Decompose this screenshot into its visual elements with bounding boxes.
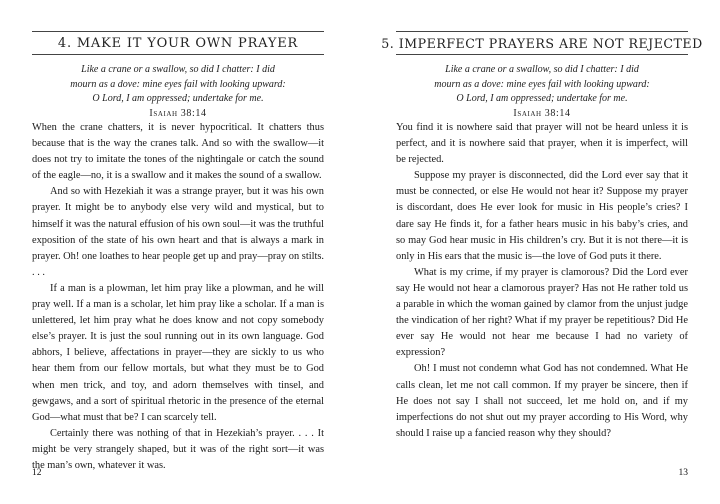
chapter-heading <box>32 31 324 55</box>
epigraph-line: O Lord, I am oppressed; undertake for me. <box>92 93 264 105</box>
paragraph: If a man is a plowman, let him pray like a plowman, and he will pray well. If a man is a scholar, let him pray like a scholar. If a man is unlettered, let him pray what he does know and not copy somebody else’s prayer. It is just the soul running out in its own language. God abhors, I believe, affectations in prayer—they are sickly to us who hear them from our fellow mortals, but what they must be to God when men trick, and toy, and adorn themselves with tinsel, and gewgaws, and a sort of spiritual rhetoric in the presence of the eternal God—what must that be? I can scarcely tell. <box>32 282 324 423</box>
paragraph: When the crane chatters, it is never hypocritical. It chatters thus because that is the way the cranes talk. And so with the swallow—it does not try to imitate the tones of the nightingale or catch the sound of the eagle—no, it is a swallow and it makes the sound of a swallow. <box>32 122 324 182</box>
paragraph: Certainly there was nothing of that in Hezekiah’s prayer. . . . It might be very strangely shaped, but it was of the right sort—it was the man’s own, whatever it was. <box>32 427 324 471</box>
body-text <box>396 120 688 442</box>
paragraph: You find it is nowhere said that prayer will not be heard unless it is perfect, and it is nowhere said that prayer, when it is imperfect, will be rejected. <box>396 122 688 166</box>
paragraph: Oh! I must not condemn what God has not condemned. What He calls clean, let me not call common. If my prayer be sincere, then if He does not say I shall not succeed, let me hold on, and if my imperfections do not shut out my prayer according to His Word, why should I raise up a fancied reason why they should? <box>396 363 688 439</box>
epigraph-line: mourn as a dove: mine eyes fail with looking upward: <box>70 78 286 90</box>
epigraph-line: O Lord, I am oppressed; undertake for me. <box>456 93 628 105</box>
epigraph-line: Like a crane or a swallow, so did I chatter: I did <box>445 64 639 75</box>
chapter-title: 4. MAKE IT YOUR OWN PRAYER <box>57 35 299 51</box>
paragraph: And so with Hezekiah it was a strange prayer, but it was his own prayer. It might be to anybody else very wild and mystical, but to himself it was the natural effusion of his own soul—it was the truthful exposition of the state of his own heart and that is always a mark in prayer. Oh! one loathes to hear people get up and pray—pray on stilts. . . . <box>32 186 325 278</box>
right-page <box>360 0 720 504</box>
scripture-reference: Isaiah 38:14 <box>513 107 571 119</box>
epigraph-line: Like a crane or a swallow, so did I chatter: I did <box>81 64 275 75</box>
epigraph-line: mourn as a dove: mine eyes fail with looking upward: <box>434 78 650 90</box>
chapter-title: 5. IMPERFECT PRAYERS ARE NOT REJECTED <box>381 35 703 51</box>
page-number: 12 <box>32 468 42 478</box>
paragraph: What is my crime, if my prayer is clamorous? Did the Lord ever say He would not hear a clamorous prayer? Has not He rather told us a parable in which the woman gained by clamor from the unjust judge the vindication of her right? What if my prayer be repetitious? Did He ever say He would not hear me because I had no variety of expression? <box>396 266 688 359</box>
page-number: 13 <box>678 468 688 478</box>
epigraph <box>396 63 688 120</box>
chapter-heading <box>381 31 703 55</box>
scripture-reference: Isaiah 38:14 <box>149 107 207 119</box>
body-text <box>32 120 324 474</box>
epigraph <box>32 63 324 120</box>
paragraph: Suppose my prayer is disconnected, did the Lord ever say that it must be connected, or else He would not hear it? Suppose my prayer is discordant, does He ever look for music in His people’s cries? I dare say He finds it, for a father hears music in his baby’s cries, and so may God hear music in His children’s cry. But it is not there—it is only in His ears that the music is—the love of God puts it there. <box>396 170 688 262</box>
